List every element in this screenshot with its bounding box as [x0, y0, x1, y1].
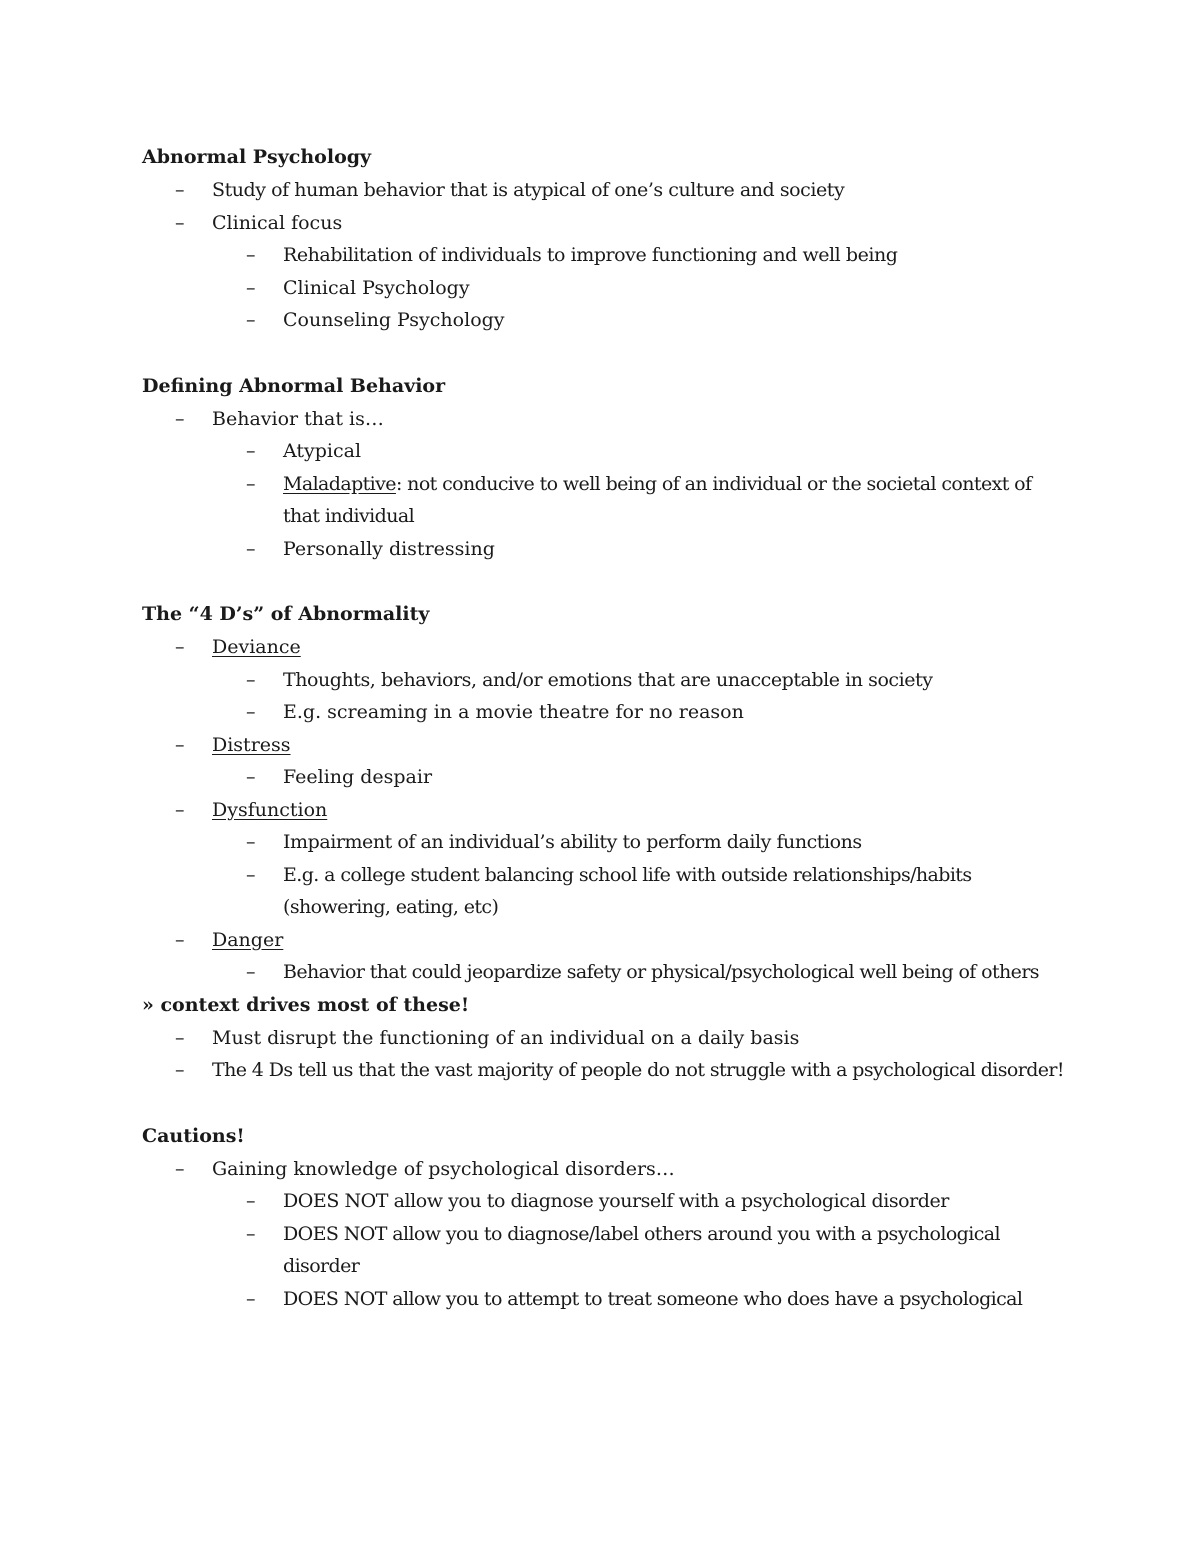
list-item	[142, 631, 1072, 664]
list-item	[142, 664, 1072, 697]
bullet-dash: –	[246, 1190, 256, 1212]
bullet-dash: –	[246, 244, 256, 266]
bullet-dash: –	[246, 1287, 255, 1310]
list-item	[142, 207, 1072, 240]
item-text: Feeling despair	[283, 766, 433, 788]
item-text: DOES NOT allow you to diagnose yourself with a psychological disorder	[283, 1190, 949, 1212]
bullet-dash: –	[246, 831, 256, 853]
item-text: Thoughts, behaviors, and/or emotions that are unacceptable in society	[283, 668, 933, 691]
heading-defining-abnormal-behavior: Defining Abnormal Behavior	[142, 374, 446, 397]
bullet-dash: –	[175, 179, 185, 201]
term-distress: Distress	[212, 733, 291, 756]
list-item	[142, 729, 1072, 762]
item-text: Must disrupt the functioning of an individual on a daily basis	[212, 1026, 800, 1049]
heading-cautions: Cautions!	[142, 1124, 245, 1147]
heading-context-note: » context drives most of these!	[142, 993, 470, 1016]
bullet-dash: –	[246, 766, 256, 788]
bullet-dash: –	[175, 1026, 185, 1049]
term-dysfunction: Dysfunction	[212, 798, 328, 821]
list-item	[142, 1185, 1072, 1218]
item-text: E.g. screaming in a movie theatre for no reason	[283, 701, 744, 723]
bullet-dash: –	[246, 863, 255, 886]
bullet-dash: –	[175, 407, 185, 430]
item-text: Atypical	[283, 440, 362, 462]
item-text: Study of human behavior that is atypical of one’s culture and society	[212, 179, 845, 201]
bullet-dash: –	[246, 440, 256, 462]
bullet-dash: –	[175, 211, 185, 234]
list-item	[142, 859, 1072, 924]
item-text: Behavior that could jeopardize safety or physical/psychological well being of others	[283, 961, 1039, 983]
heading-four-ds: The “4 D’s” of Abnormality	[142, 603, 430, 625]
item-text: Personally distressing	[283, 537, 495, 560]
list-item	[142, 1283, 1072, 1316]
list-item	[142, 956, 1072, 989]
list-item	[142, 1054, 1072, 1087]
list-item	[142, 1022, 1072, 1055]
list-item	[142, 794, 1072, 827]
list-item	[142, 761, 1072, 794]
bullet-dash: –	[175, 1157, 185, 1180]
bullet-dash: –	[246, 309, 256, 331]
item-text: E.g. a college student balancing school life with outside relationships/habits (showering, eating, etc)	[283, 863, 972, 918]
bullet-dash: –	[246, 472, 255, 495]
heading-abnormal-psychology: Abnormal Psychology	[142, 146, 372, 168]
bullet-dash: –	[246, 537, 256, 560]
item-text: Clinical Psychology	[283, 276, 470, 299]
list-item	[142, 272, 1072, 305]
item-text: Rehabilitation of individuals to improve functioning and well being	[283, 244, 898, 266]
list-item	[142, 403, 1072, 436]
bullet-dash: –	[246, 961, 255, 983]
bullet-dash: –	[246, 276, 256, 299]
bullet-dash: –	[175, 798, 185, 821]
item-text: Counseling Psychology	[283, 309, 505, 331]
list-item	[142, 174, 1072, 207]
list-item	[142, 239, 1072, 272]
term-maladaptive: Maladaptive	[283, 472, 396, 495]
list-item	[142, 1218, 1072, 1283]
bullet-dash: –	[246, 701, 256, 723]
bullet-dash: –	[175, 928, 185, 951]
item-text: Impairment of an individual’s ability to perform daily functions	[283, 831, 862, 853]
item-text: Clinical focus	[212, 211, 343, 234]
bullet-dash: –	[175, 636, 185, 658]
bullet-dash: –	[246, 1222, 255, 1245]
list-item	[142, 468, 1072, 533]
item-text: : not conducive to well being of an individual or the societal context of that individual	[283, 472, 1032, 527]
term-danger: Danger	[212, 928, 284, 951]
item-text: DOES NOT allow you to attempt to treat someone who does have a psychological	[283, 1287, 1023, 1310]
list-item	[142, 1153, 1072, 1186]
bullet-dash: –	[175, 733, 185, 756]
list-item	[142, 304, 1072, 337]
document-page	[142, 141, 1072, 1315]
bullet-dash: –	[246, 668, 256, 691]
term-deviance: Deviance	[212, 636, 301, 658]
item-text: Gaining knowledge of psychological disorders…	[212, 1157, 675, 1180]
list-item	[142, 696, 1072, 729]
list-item	[142, 826, 1072, 859]
list-item	[142, 924, 1072, 957]
item-text: DOES NOT allow you to diagnose/label others around you with a psychological disorder	[283, 1222, 1000, 1277]
item-text: The 4 Ds tell us that the vast majority of people do not struggle with a psychological disorder!	[212, 1059, 1064, 1081]
list-item	[142, 435, 1072, 468]
list-item	[142, 533, 1072, 566]
item-text: Behavior that is…	[212, 407, 384, 430]
bullet-dash: –	[175, 1059, 184, 1081]
